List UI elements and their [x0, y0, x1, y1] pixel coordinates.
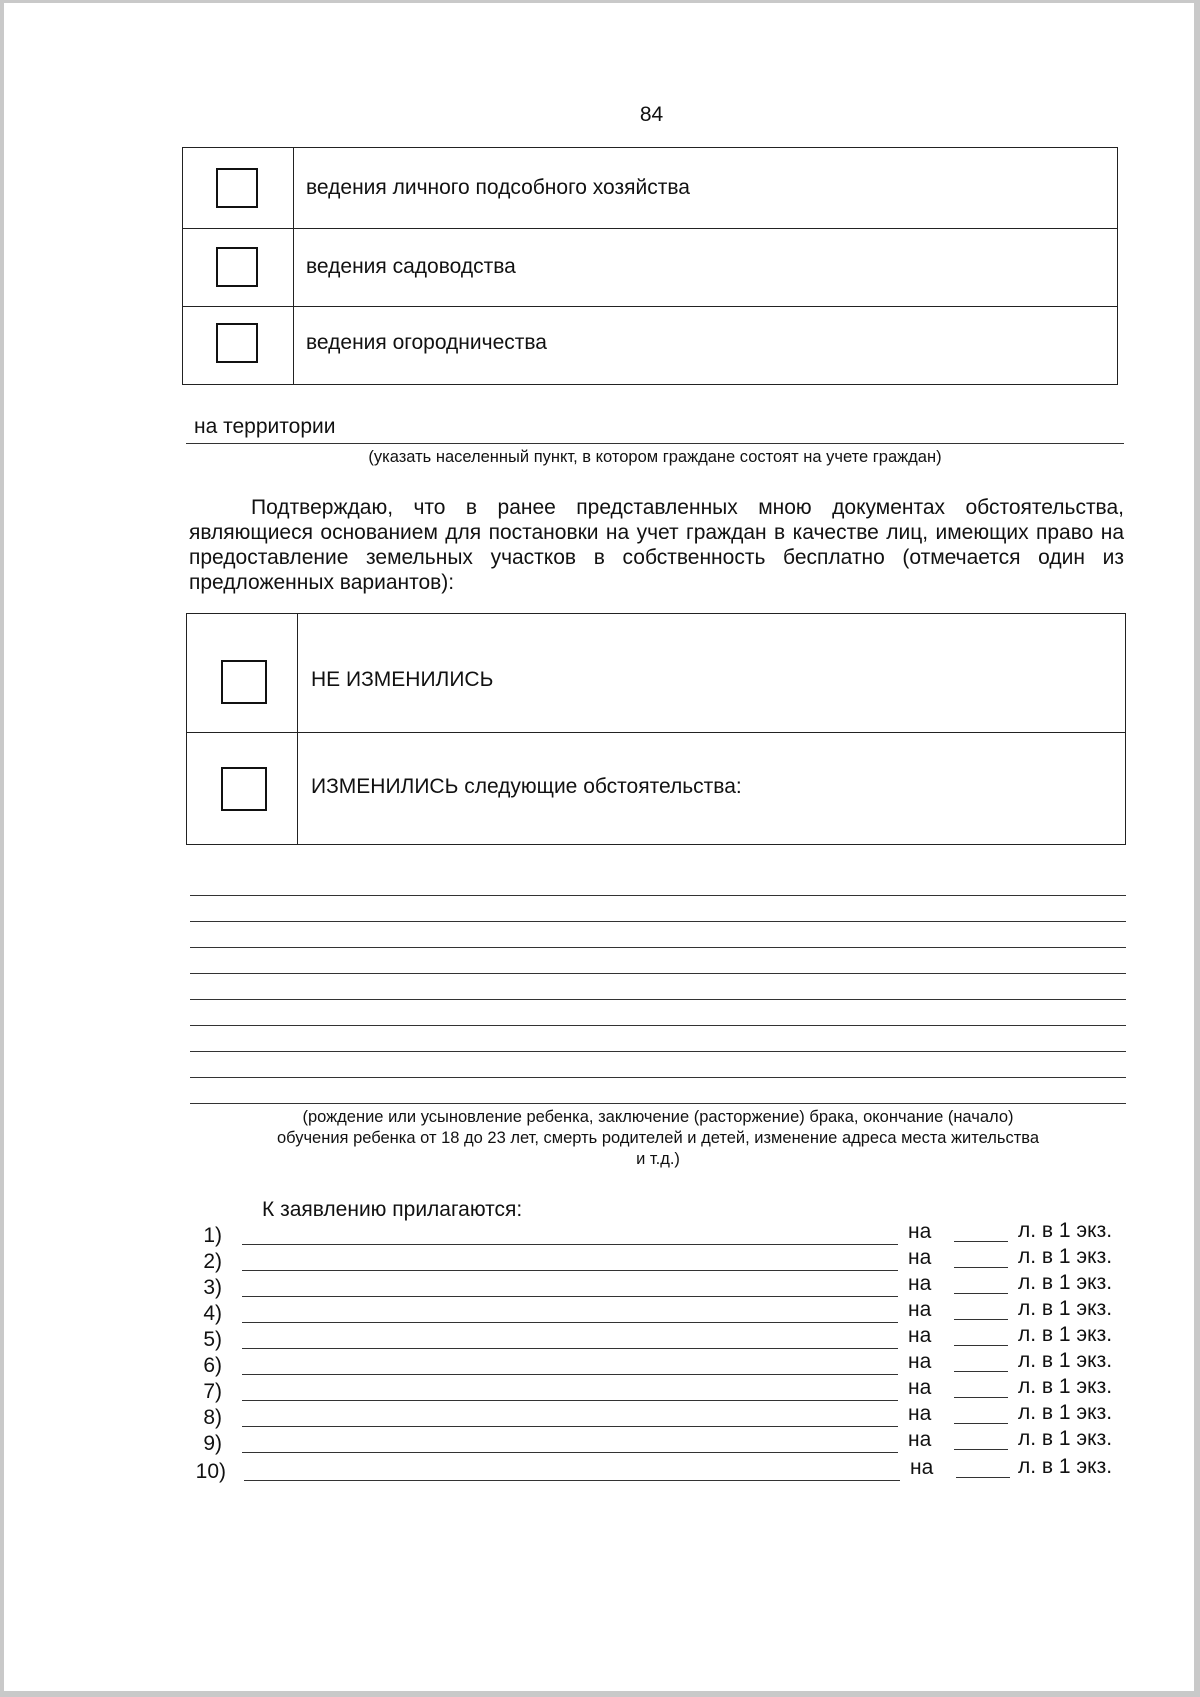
- attachment-name-line[interactable]: [242, 1270, 898, 1271]
- attachment-na-label: на: [910, 1456, 934, 1479]
- confirmation-text: Подтверждаю, что в ранее представленных мною документах обстоятельства, являющиеся основанием для постановки на учет граждан в качестве лиц, имеющих право на предоставление земельных участков в собственность бесплатно (отмечается один из предложенных вариантов):: [189, 496, 1124, 594]
- attachment-na-label: на: [908, 1402, 932, 1425]
- attachment-suffix: л. в 1 экз.: [1018, 1297, 1113, 1320]
- attachment-sheets-line[interactable]: [954, 1371, 1008, 1372]
- purpose-checkbox[interactable]: [216, 323, 258, 363]
- territory-input-line[interactable]: [186, 443, 1124, 444]
- attachment-name-line[interactable]: [242, 1452, 898, 1453]
- attachment-name-line[interactable]: [244, 1480, 900, 1481]
- unchanged-checkbox[interactable]: [221, 660, 267, 704]
- attachment-number: 9): [203, 1432, 222, 1455]
- attachment-sheets-line[interactable]: [954, 1345, 1008, 1346]
- attachment-number: 10): [195, 1460, 226, 1483]
- attachment-name-line[interactable]: [242, 1426, 898, 1427]
- circumstances-line[interactable]: [190, 1025, 1126, 1026]
- circumstances-line[interactable]: [190, 999, 1126, 1000]
- attachment-na-label: на: [908, 1246, 932, 1269]
- attachment-number: 5): [203, 1328, 222, 1351]
- attachment-number: 3): [203, 1276, 222, 1299]
- attachment-sheets-line[interactable]: [954, 1241, 1008, 1242]
- purpose-label: ведения личного подсобного хозяйства: [306, 176, 690, 199]
- circumstances-line[interactable]: [190, 1051, 1126, 1052]
- attachment-number: 1): [203, 1224, 222, 1247]
- purpose-checkbox[interactable]: [216, 168, 258, 208]
- attachment-number: 6): [203, 1354, 222, 1377]
- attachment-number: 8): [203, 1406, 222, 1429]
- circumstances-line[interactable]: [190, 895, 1126, 896]
- attachment-na-label: на: [908, 1324, 932, 1347]
- purpose-label: ведения садоводства: [306, 255, 516, 278]
- circumstances-caption: [190, 1107, 1126, 1170]
- status-row: [187, 732, 1125, 844]
- attachment-suffix: л. в 1 экз.: [1018, 1271, 1113, 1294]
- attachment-sheets-line[interactable]: [954, 1267, 1008, 1268]
- attachment-name-line[interactable]: [242, 1348, 898, 1349]
- attachments-heading: К заявлению прилагаются:: [262, 1198, 523, 1221]
- circumstances-caption-line: обучения ребенка от 18 до 23 лет, смерть родителей и детей, изменение адреса места жительства: [276, 1129, 1040, 1147]
- status-label: НЕ ИЗМЕНИЛИСЬ: [311, 668, 494, 691]
- status-table: [186, 613, 1126, 845]
- changed-checkbox[interactable]: [221, 767, 267, 811]
- attachment-name-line[interactable]: [242, 1296, 898, 1297]
- attachment-name-line[interactable]: [242, 1400, 898, 1401]
- circumstances-caption-line: и т.д.): [636, 1150, 680, 1168]
- attachment-number: 4): [203, 1302, 222, 1325]
- attachment-sheets-line[interactable]: [954, 1319, 1008, 1320]
- status-label: ИЗМЕНИЛИСЬ следующие обстоятельства:: [311, 775, 742, 798]
- attachment-number: 7): [203, 1380, 222, 1403]
- attachment-suffix: л. в 1 экз.: [1018, 1219, 1113, 1242]
- attachment-na-label: на: [908, 1272, 932, 1295]
- attachment-na-label: на: [908, 1428, 932, 1451]
- page-number: 84: [639, 103, 664, 126]
- document-page: [4, 3, 1194, 1691]
- purpose-row: [183, 306, 1117, 384]
- confirmation-paragraph: [189, 495, 1124, 595]
- purpose-row: [183, 148, 1117, 228]
- attachment-sheets-line[interactable]: [954, 1397, 1008, 1398]
- attachment-suffix: л. в 1 экз.: [1018, 1455, 1113, 1478]
- purpose-table: [182, 147, 1118, 385]
- circumstances-line[interactable]: [190, 921, 1126, 922]
- attachment-name-line[interactable]: [242, 1322, 898, 1323]
- attachment-suffix: л. в 1 экз.: [1018, 1323, 1113, 1346]
- attachment-na-label: на: [908, 1350, 932, 1373]
- attachment-suffix: л. в 1 экз.: [1018, 1401, 1113, 1424]
- purpose-label: ведения огородничества: [306, 331, 547, 354]
- circumstances-line[interactable]: [190, 973, 1126, 974]
- attachment-suffix: л. в 1 экз.: [1018, 1375, 1113, 1398]
- purpose-row: [183, 228, 1117, 306]
- status-row: [187, 614, 1125, 732]
- territory-caption: (указать населенный пункт, в котором граждане состоят на учете граждан): [368, 448, 942, 466]
- attachment-na-label: на: [908, 1298, 932, 1321]
- attachment-na-label: на: [908, 1376, 932, 1399]
- circumstances-line[interactable]: [190, 1103, 1126, 1104]
- circumstances-line[interactable]: [190, 947, 1126, 948]
- attachment-na-label: на: [908, 1220, 932, 1243]
- circumstances-line[interactable]: [190, 1077, 1126, 1078]
- attachment-sheets-line[interactable]: [956, 1477, 1010, 1478]
- attachment-name-line[interactable]: [242, 1374, 898, 1375]
- attachment-name-line[interactable]: [242, 1244, 898, 1245]
- circumstances-caption-line: (рождение или усыновление ребенка, заключение (расторжение) брака, окончание (начало): [302, 1108, 1014, 1126]
- attachment-number: 2): [203, 1250, 222, 1273]
- purpose-checkbox[interactable]: [216, 247, 258, 287]
- attachment-suffix: л. в 1 экз.: [1018, 1349, 1113, 1372]
- territory-label: на территории: [194, 415, 336, 438]
- attachment-suffix: л. в 1 экз.: [1018, 1427, 1113, 1450]
- attachment-sheets-line[interactable]: [954, 1293, 1008, 1294]
- attachment-sheets-line[interactable]: [954, 1423, 1008, 1424]
- attachment-suffix: л. в 1 экз.: [1018, 1245, 1113, 1268]
- attachment-sheets-line[interactable]: [954, 1449, 1008, 1450]
